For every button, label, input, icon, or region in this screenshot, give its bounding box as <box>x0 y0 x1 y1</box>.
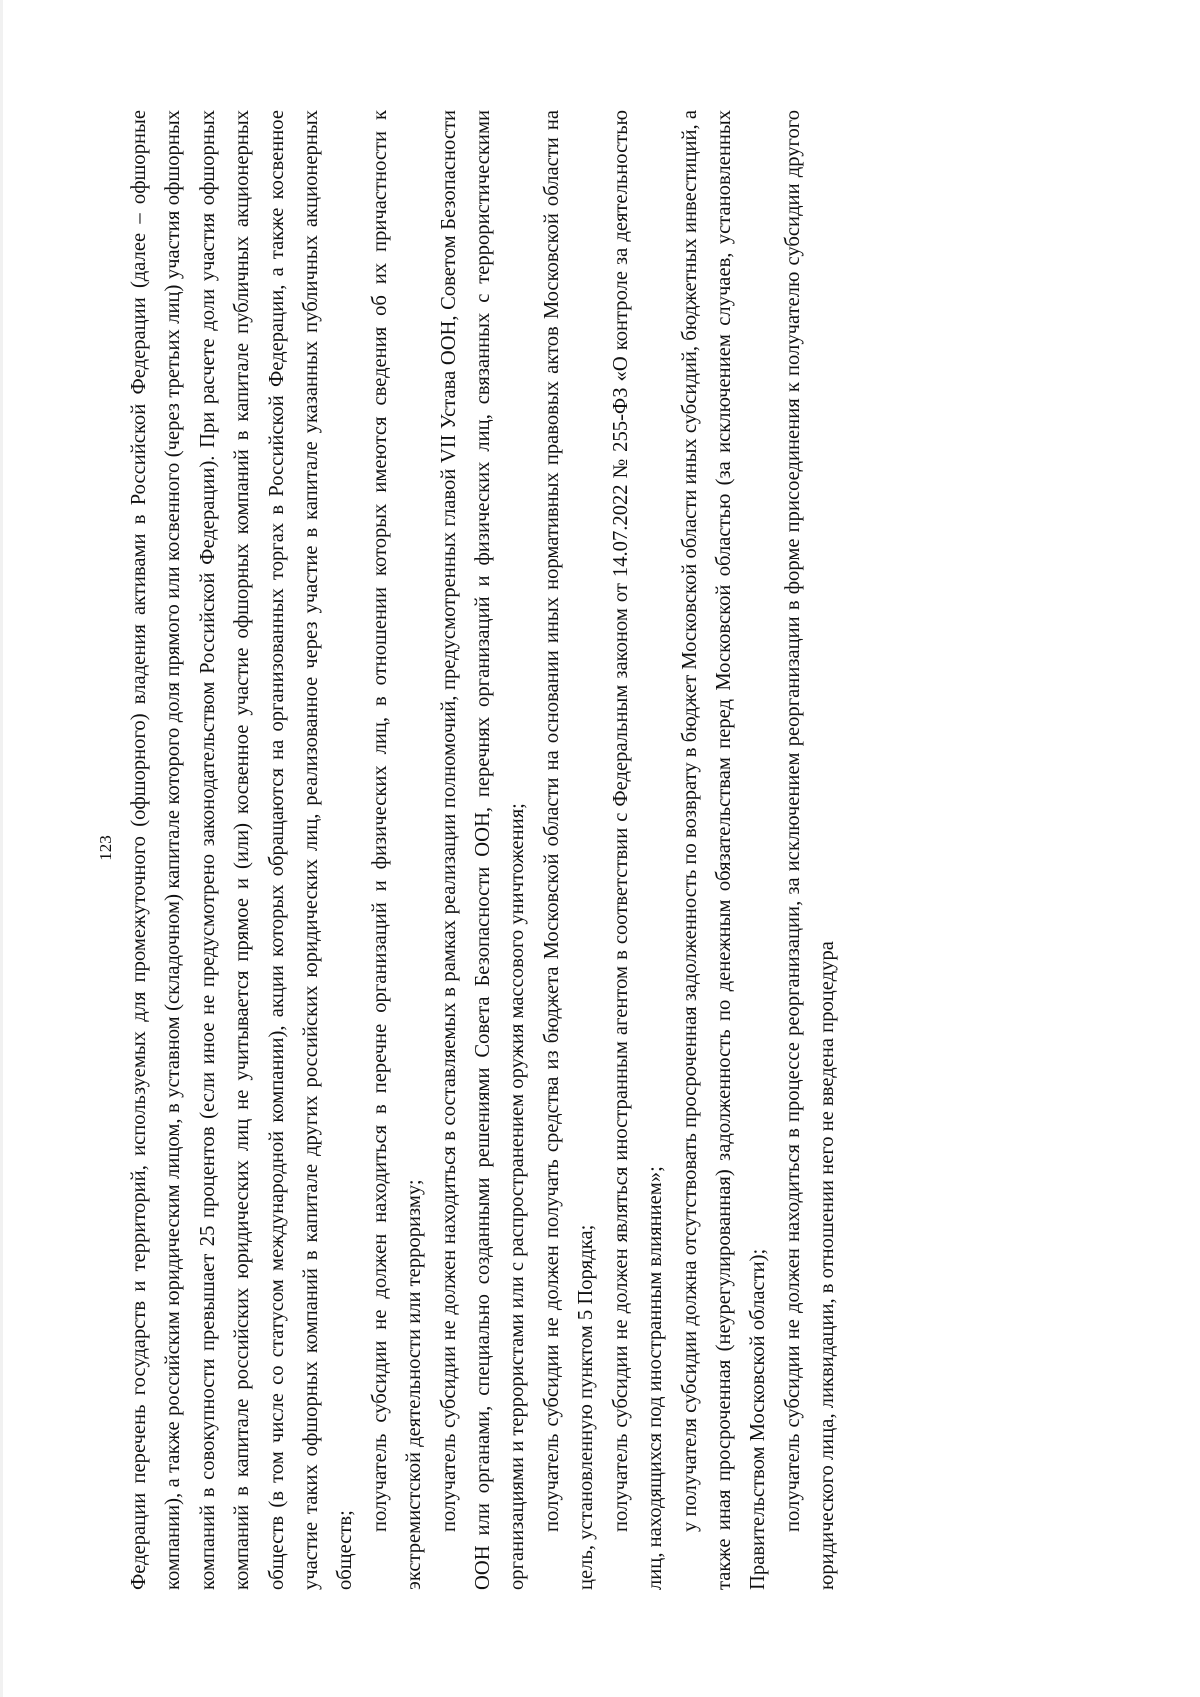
paragraph-overdue-debt: у получателя субсидии должна отсутствовать просроченная задолженность по возврату в бюджет Московской области иных субсидий, бюджетных инвестиций, а также иная просроченная (неурегулированная) задолженность по денежным обязательствам перед Московской областью (за исключением случаев, установленных Правительством Московской области); <box>678 110 770 1590</box>
paragraph-extremism-list: получатель субсидии не должен находиться в перечне организаций и физических лиц, в отношении которых имеются сведения об их причастности к экстремистской деятельности или терроризму; <box>368 110 426 1590</box>
paragraph-reorganization: получатель субсидии не должен находиться в процессе реорганизации, за исключением реорганизации в форме присоединения к получателю субсидии другого юридического лица, ликвидации, в отношении него не введена процедура <box>781 110 839 1590</box>
document-text <box>122 110 1042 1590</box>
scan-edge <box>0 0 3 1697</box>
paragraph-foreign-agent: получатель субсидии не должен являться иностранным агентом в соответствии с Федеральным законом от 14.07.2022 № 255-ФЗ «О контроле за деятельностью лиц, находящихся под иностранным влиянием»; <box>609 110 667 1590</box>
paragraph-no-other-budget-funds: получатель субсидии не должен получать средства из бюджета Московской области на основании иных нормативных правовых актов Московской области на цель, установленную пунктом 5 Порядка; <box>540 110 598 1590</box>
paragraph-offshore-companies: Федерации перечень государств и территорий, используемых для промежуточного (офшорного) владения активами в Российской Федерации (далее – офшорные компании), а также российским юридическим лицом, в уставном (складочном) капитале которого доля прямого или косвенного (через третьих лиц) участия офшорных компаний в совокупности превышает 25 процентов (если иное не предусмотрено законодательством Российской Федерации). При расчете доли участия офшорных компаний в капитале российских юридических лиц не учитывается прямое и (или) косвенное участие офшорных компаний в капитале публичных акционерных обществ (в том числе со статусом международной компании), акции которых обращаются на организованных торгах в Российской Федерации, а также косвенное участие таких офшорных компаний в капитале других российских юридических лиц, реализованное через участие в капитале указанных публичных акционерных обществ; <box>128 110 357 1590</box>
paragraph-un-sanctions-lists: получатель субсидии не должен находиться в составляемых в рамках реализации полномочий, предусмотренных главой VII Устава ООН, Советом Безопасности ООН или органами, специально созданными решениями Совета Безопасности ООН, перечнях организаций и физических лиц, связанных с террористическими организациями и террористами или с распространением оружия массового уничтожения; <box>437 110 529 1590</box>
page-number: 123 <box>96 835 115 861</box>
